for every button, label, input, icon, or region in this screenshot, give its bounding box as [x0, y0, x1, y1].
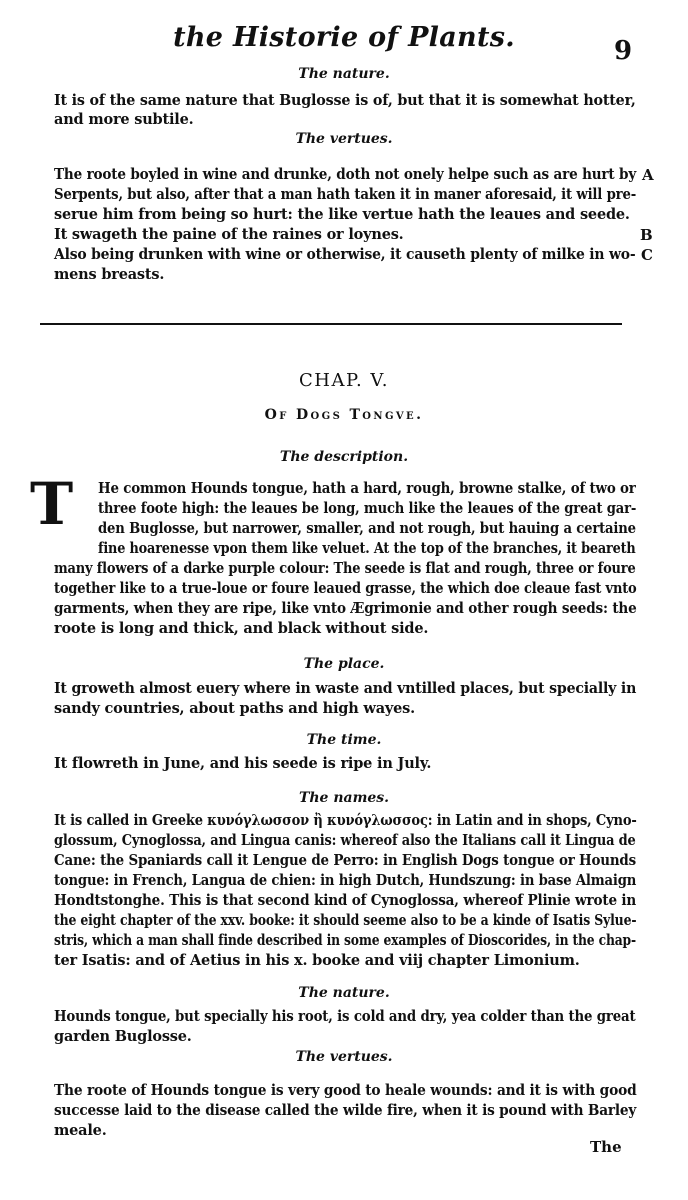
section-divider — [40, 323, 622, 325]
body-line: Cane: the Spaniards call it Lengue de Perro: in English Dogs tongue or Hounds — [54, 852, 636, 869]
margin-letter-a: A — [642, 166, 654, 184]
body-line: mens breasts. — [54, 266, 165, 283]
body-line: The roote boyled in wine and drunke, doth not onely helpe such as are hurt by — [54, 166, 637, 183]
body-line: serue him from being so hurt: the like vertue hath the leaues and seede. — [54, 206, 630, 223]
drop-cap: T — [30, 470, 74, 538]
body-line: the eight chapter of the xxv. booke: it should seeme also to be a kinde of Isatis Sylue- — [54, 912, 637, 929]
body-line: Also being drunken with wine or otherwise, it causeth plenty of milke in wo- — [54, 246, 636, 263]
body-line: garments, when they are ripe, like vnto Ægrimonie and other rough seeds: the — [54, 600, 637, 617]
running-header-title: the Historie of Plants. — [173, 22, 515, 53]
body-line: sandy countries, about paths and high wayes. — [54, 700, 415, 717]
body-line: garden Buglosse. — [54, 1028, 192, 1045]
body-line: ter Isatis: and of Aetius in his x. booke and viij chapter Limonium. — [54, 952, 580, 969]
chapter-title: Of Dogs Tongve. — [264, 407, 424, 423]
section-heading-time: The time. — [306, 732, 382, 748]
section-heading-description: The description. — [279, 449, 409, 465]
body-line: Hondtstonghe. This is that second kind of Cynoglossa, whereof Plinie wrote in — [54, 892, 637, 909]
body-line: roote is long and thick, and black without side. — [54, 620, 429, 637]
body-line: stris, which a man shall finde described in some examples of Dioscorides, in the chap- — [54, 932, 636, 949]
body-line: It is of the same nature that Buglosse is of, but that it is somewhat hotter, — [54, 92, 636, 109]
body-line: It flowreth in June, and his seede is ripe in July. — [54, 755, 432, 772]
body-line: meale. — [54, 1122, 107, 1139]
body-line: He common Hounds tongue, hath a hard, rough, browne stalke, of two or — [98, 480, 636, 497]
body-line: three foote high: the leaues be long, much like the leaues of the great gar- — [98, 500, 637, 517]
body-line: It groweth almost euery where in waste and vntilled places, but specially in — [54, 680, 637, 697]
body-line: Hounds tongue, but specially his root, is cold and dry, yea colder than the great — [54, 1008, 636, 1025]
body-line: and more subtile. — [54, 111, 194, 128]
section-heading-names: The names. — [298, 790, 390, 806]
section-heading-nature-2: The nature. — [298, 985, 390, 1001]
body-line: The roote of Hounds tongue is very good to heale wounds: and it is with good — [54, 1082, 637, 1099]
body-line: den Buglosse, but narrower, smaller, and not rough, but hauing a certaine — [98, 520, 636, 537]
margin-letter-c: C — [641, 246, 653, 264]
section-heading-vertues-2: The vertues. — [295, 1049, 393, 1065]
body-line: glossum, Cynoglossa, and Lingua canis: whereof also the Italians call it Lingua de — [54, 832, 636, 849]
section-heading-place: The place. — [303, 656, 385, 672]
body-line: It is called in Greeke κυνόγλωσσον ἢ κυνόγλωσσος: in Latin and in shops, Cyno- — [54, 812, 637, 829]
body-line: fine hoarenesse vpon them like veluet. At the top of the branches, it beareth — [98, 540, 636, 557]
body-line: It swageth the paine of the raines or loynes. — [54, 226, 404, 243]
body-line: successe laid to the disease called the wilde fire, when it is pound with Barley — [54, 1102, 637, 1119]
body-line: many flowers of a darke purple colour: The seede is flat and rough, three or foure — [54, 560, 636, 577]
body-line: together like to a true-loue or foure leaued grasse, the which doe cleaue fast vnto — [54, 580, 637, 597]
page-number: 9 — [614, 36, 633, 66]
body-line: Serpents, but also, after that a man hath taken it in maner aforesaid, it will pre- — [54, 186, 637, 203]
section-heading-vertues: The vertues. — [295, 131, 393, 147]
catchword: The — [590, 1138, 622, 1156]
section-heading-nature: The nature. — [298, 66, 390, 82]
chapter-number: CHAP. V. — [299, 370, 389, 391]
margin-letter-b: B — [640, 226, 653, 244]
body-line: tongue: in French, Langua de chien: in high Dutch, Hundszung: in base Almaign — [54, 872, 637, 889]
